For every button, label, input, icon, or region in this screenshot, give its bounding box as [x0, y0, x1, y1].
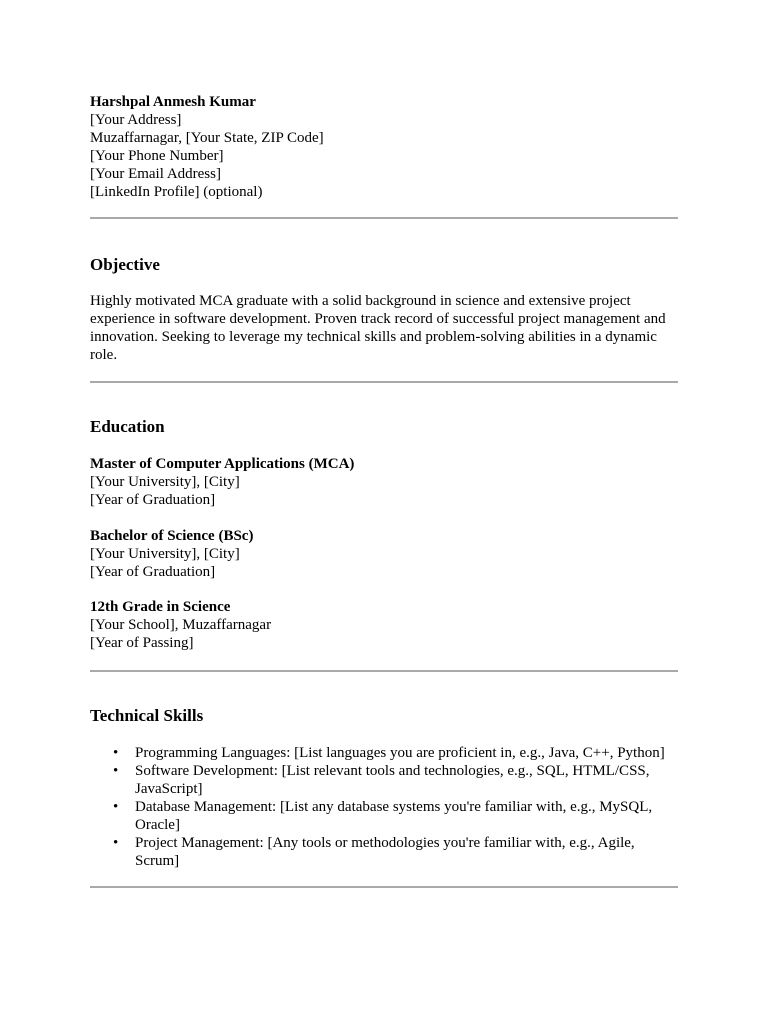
skills-heading: Technical Skills — [90, 706, 204, 725]
list-item — [90, 762, 678, 798]
degree-title: Master of Computer Applications (MCA) — [90, 456, 355, 472]
contact-block — [90, 93, 678, 201]
section-divider — [90, 381, 678, 383]
objective-text: Highly motivated MCA graduate with a solid background in science and extensive project experience in software development. Proven track record of successful project management and innovation. Seeking to leverage my technical skills and problem-solving abilities in a dynamic role. — [90, 293, 666, 363]
objective-section — [90, 292, 678, 364]
skill-text: Programming Languages: [List languages you are proficient in, e.g., Java, C++, Python] — [135, 745, 665, 761]
year-line: [Year of Graduation] — [90, 492, 216, 508]
city-line: Muzaffarnagar, [Your State, ZIP Code] — [90, 130, 324, 146]
education-entry — [90, 455, 678, 509]
list-item — [90, 744, 678, 762]
list-item — [90, 798, 678, 834]
year-line: [Year of Passing] — [90, 635, 194, 651]
degree-title: 12th Grade in Science — [90, 599, 231, 615]
skill-text: Project Management: [Any tools or methodologies you're familiar with, e.g., Agile, Scrum] — [135, 835, 635, 869]
bullet-icon: • — [113, 835, 119, 851]
address-line: [Your Address] — [90, 112, 182, 128]
objective-heading: Objective — [90, 255, 160, 274]
education-entry — [90, 527, 678, 581]
institution-line: [Your School], Muzaffarnagar — [90, 617, 272, 633]
section-divider — [90, 217, 678, 219]
candidate-name: Harshpal Anmesh Kumar — [90, 94, 256, 110]
skill-text: Database Management: [List any database systems you're familiar with, e.g., MySQL, Oracle] — [135, 799, 653, 833]
education-heading: Education — [90, 417, 165, 436]
skills-list — [90, 744, 678, 870]
bullet-icon: • — [113, 745, 119, 761]
education-entry — [90, 598, 678, 652]
list-item — [90, 834, 678, 870]
section-divider — [90, 670, 678, 672]
year-line: [Year of Graduation] — [90, 564, 216, 580]
degree-title: Bachelor of Science (BSc) — [90, 528, 254, 544]
bullet-icon: • — [113, 799, 119, 815]
skill-text: Software Development: [List relevant tools and technologies, e.g., SQL, HTML/CSS, JavaScript] — [135, 763, 650, 797]
section-divider — [90, 886, 678, 888]
linkedin-line: [LinkedIn Profile] (optional) — [90, 184, 263, 200]
bullet-icon: • — [113, 763, 119, 779]
phone-line: [Your Phone Number] — [90, 148, 224, 164]
institution-line: [Your University], [City] — [90, 546, 240, 562]
skills-section — [90, 744, 678, 870]
institution-line: [Your University], [City] — [90, 474, 240, 490]
email-line: [Your Email Address] — [90, 166, 221, 182]
